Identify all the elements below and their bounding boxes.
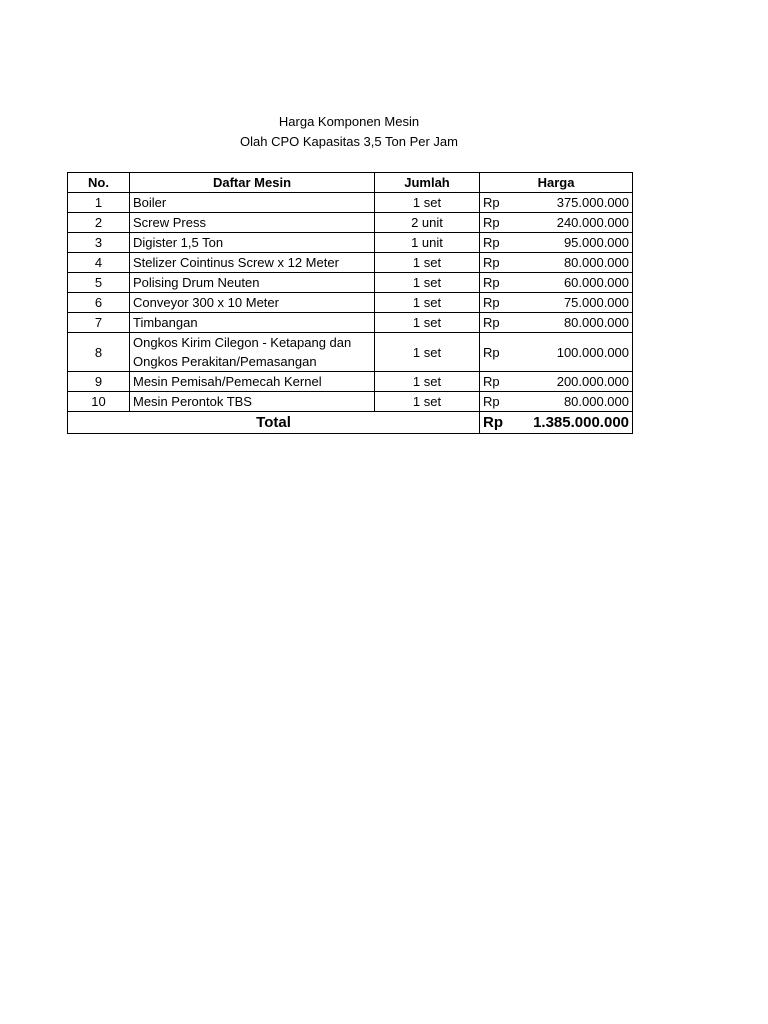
row-currency: Rp bbox=[480, 333, 518, 372]
table-row bbox=[68, 392, 633, 412]
row-name: Screw Press bbox=[130, 213, 375, 233]
row-no: 3 bbox=[68, 233, 130, 253]
row-name: Polising Drum Neuten bbox=[130, 273, 375, 293]
row-qty: 1 set bbox=[375, 273, 480, 293]
row-name: Boiler bbox=[130, 193, 375, 213]
row-amount: 95.000.000 bbox=[518, 233, 633, 253]
row-no: 1 bbox=[68, 193, 130, 213]
row-currency: Rp bbox=[480, 392, 518, 412]
row-currency: Rp bbox=[480, 293, 518, 313]
table-header-row bbox=[68, 173, 633, 193]
row-name: Digister 1,5 Ton bbox=[130, 233, 375, 253]
row-qty: 2 unit bbox=[375, 213, 480, 233]
table-row bbox=[68, 253, 633, 273]
row-amount: 100.000.000 bbox=[518, 333, 633, 372]
row-no: 8 bbox=[68, 333, 130, 372]
row-amount: 60.000.000 bbox=[518, 273, 633, 293]
row-amount: 240.000.000 bbox=[518, 213, 633, 233]
table-row bbox=[68, 273, 633, 293]
row-name-line-1: Ongkos Kirim Cilegon - Ketapang dan bbox=[133, 335, 352, 350]
total-currency: Rp bbox=[480, 412, 518, 434]
row-name bbox=[130, 333, 375, 372]
row-name: Conveyor 300 x 10 Meter bbox=[130, 293, 375, 313]
row-currency: Rp bbox=[480, 233, 518, 253]
table-row bbox=[68, 213, 633, 233]
row-amount: 200.000.000 bbox=[518, 372, 633, 392]
row-qty: 1 set bbox=[375, 392, 480, 412]
row-no: 6 bbox=[68, 293, 130, 313]
row-no: 5 bbox=[68, 273, 130, 293]
row-qty: 1 set bbox=[375, 372, 480, 392]
row-qty: 1 set bbox=[375, 193, 480, 213]
table-row bbox=[68, 333, 633, 372]
row-name-line-2: Ongkos Perakitan/Pemasangan bbox=[133, 354, 317, 369]
row-name: Stelizer Cointinus Screw x 12 Meter bbox=[130, 253, 375, 273]
total-row bbox=[68, 412, 633, 434]
row-name: Mesin Pemisah/Pemecah Kernel bbox=[130, 372, 375, 392]
title-line-2: Olah CPO Kapasitas 3,5 Ton Per Jam bbox=[240, 134, 458, 149]
table-row bbox=[68, 372, 633, 392]
row-name: Mesin Perontok TBS bbox=[130, 392, 375, 412]
row-qty: 1 set bbox=[375, 293, 480, 313]
header-qty: Jumlah bbox=[375, 173, 480, 193]
table-row bbox=[68, 293, 633, 313]
row-name: Timbangan bbox=[130, 313, 375, 333]
row-currency: Rp bbox=[480, 193, 518, 213]
price-table bbox=[67, 172, 633, 434]
row-amount: 375.000.000 bbox=[518, 193, 633, 213]
row-no: 10 bbox=[68, 392, 130, 412]
row-amount: 80.000.000 bbox=[518, 313, 633, 333]
row-amount: 80.000.000 bbox=[518, 253, 633, 273]
row-no: 9 bbox=[68, 372, 130, 392]
row-no: 4 bbox=[68, 253, 130, 273]
row-currency: Rp bbox=[480, 253, 518, 273]
row-no: 7 bbox=[68, 313, 130, 333]
total-amount: 1.385.000.000 bbox=[518, 412, 633, 434]
table-row bbox=[68, 313, 633, 333]
row-no: 2 bbox=[68, 213, 130, 233]
row-qty: 1 set bbox=[375, 333, 480, 372]
title-line-1: Harga Komponen Mesin bbox=[278, 114, 420, 129]
table-row bbox=[68, 233, 633, 253]
table-row bbox=[68, 193, 633, 213]
header-price: Harga bbox=[480, 173, 633, 193]
row-currency: Rp bbox=[480, 313, 518, 333]
row-currency: Rp bbox=[480, 213, 518, 233]
total-label: Total bbox=[68, 412, 480, 434]
row-currency: Rp bbox=[480, 372, 518, 392]
row-amount: 75.000.000 bbox=[518, 293, 633, 313]
header-name: Daftar Mesin bbox=[130, 173, 375, 193]
row-qty: 1 unit bbox=[375, 233, 480, 253]
row-amount: 80.000.000 bbox=[518, 392, 633, 412]
row-qty: 1 set bbox=[375, 313, 480, 333]
document-title bbox=[67, 112, 631, 152]
row-currency: Rp bbox=[480, 273, 518, 293]
row-qty: 1 set bbox=[375, 253, 480, 273]
header-no: No. bbox=[68, 173, 130, 193]
